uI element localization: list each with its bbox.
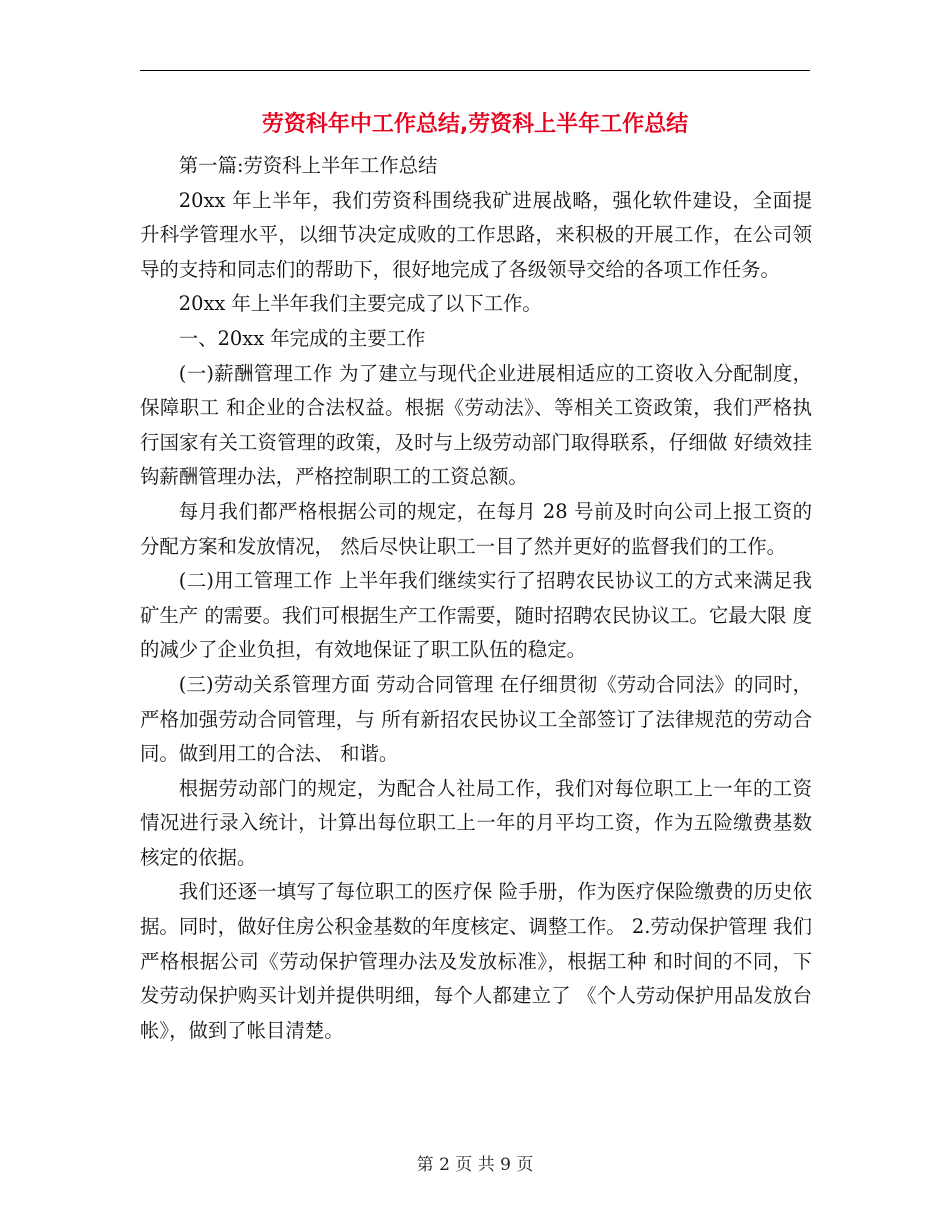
paragraph-salary-management: (一)薪酬管理工作 为了建立与现代企业进展相适应的工资收入分配制度， 保障职工 和企业的合法权益。根据《劳动法》、等相关工资政策，我们严格执 行国家有关工资管理的政策，及时与上级劳动部门取得联系，仔细做 好绩效挂钩薪酬管理办法，严格控制职工的工资总额。 [140,361,812,489]
paragraph-labor-relations: (三)劳动关系管理方面 劳动合同管理 在仔细贯彻《劳动合同法》的同时，严格加强劳动合同管理，与 所有新招农民协议工全部签订了法律规范的劳动合同。做到用工的合法、 和谐。 [140,672,812,766]
paragraph-employment-management: (二)用工管理工作 上半年我们继续实行了招聘农民协议工的方式来满足我矿生产 的需要。我们可根据生产工作需要，随时招聘农民协议工。它最大限 度的减少了企业负担，有效地保证了职工队伍的稳定。 [140,569,812,662]
paragraph-section-heading: 第一篇:劳资科上半年工作总结 [178,154,438,177]
document-body [140,149,812,1048]
paragraph-wage-statistics: 根据劳动部门的规定，为配合人社局工作，我们对每位职工上一年的工资情况进行录入统计，计算出每位职工上一年的月平均工资，作为五险缴费基数核定的依据。 [140,776,812,869]
document-title: 劳资科年中工作总结,劳资科上半年工作总结 [261,112,689,137]
header-rule [140,70,810,71]
paragraph-insurance-and-protection: 我们还逐一填写了每位职工的医疗保 险手册，作为医疗保险缴费的历史依据。同时，做好住房公积金基数的年度核定、调整工作。 2.劳动保护管理 我们严格根据公司《劳动保护管理办法及发放标准》，根据工种 和时间的不同，下发劳动保护购买计划并提供明细，每个人都建立了 《个人劳动保护用品发放台帐》，做到了帐目清楚。 [140,880,812,1042]
paragraph-monthly-report: 每月我们都严格根据公司的规定，在每月 28 号前及时向公司上报工资的分配方案和发放情况， 然后尽快让职工一目了然并更好的监督我们的工作。 [140,499,812,558]
paragraph-main-work-heading: 一、20xx 年完成的主要工作 [178,326,426,350]
page-number: 第 2 页 共 9 页 [416,1155,534,1175]
paragraph-intro: 20xx 年上半年，我们劳资科围绕我矿进展战略，强化软件建设，全面提升科学管理水平，以细节决定成败的工作思路，来积极的开展工作，在公司领导的支持和同志们的帮助下，很好地完成了各级领导交给的各项工作任务。 [140,188,812,281]
paragraph-summary-lead: 20xx 年上半年我们主要完成了以下工作。 [178,292,542,316]
